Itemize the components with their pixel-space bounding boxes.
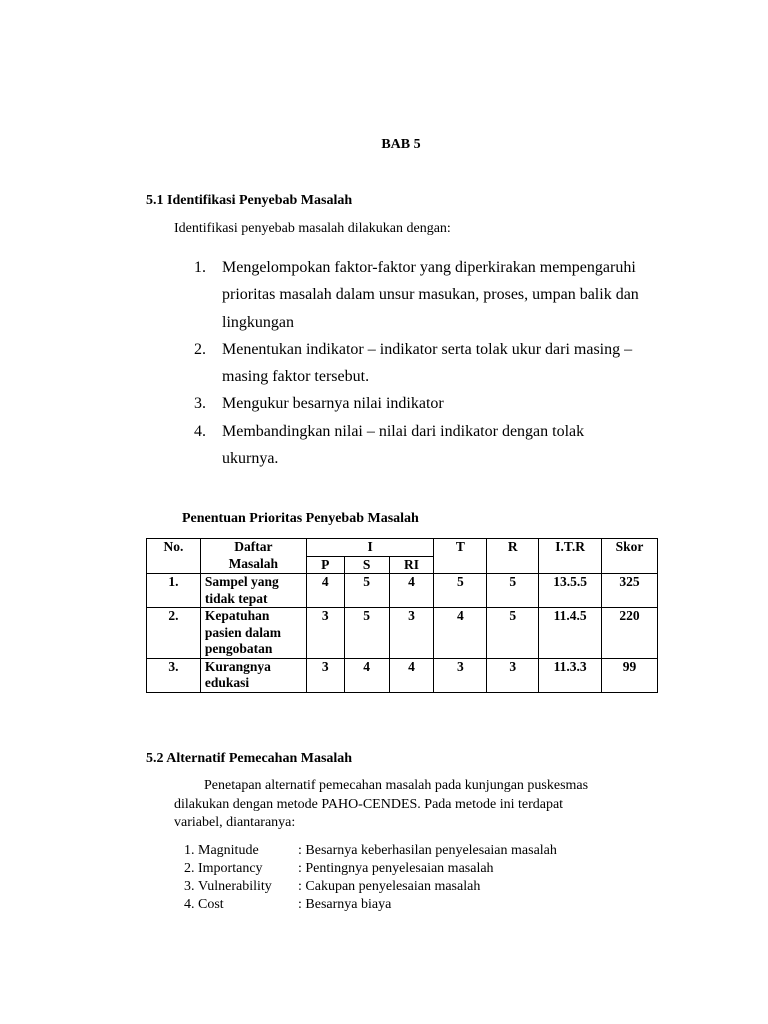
chapter-title: BAB 5 xyxy=(381,137,421,152)
table-row xyxy=(147,608,658,659)
cell-r: 5 xyxy=(487,574,539,608)
table-header-row xyxy=(147,539,658,557)
cell-t: 4 xyxy=(434,608,487,659)
variable-description: : Pentingnya penyelesaian masalah xyxy=(298,861,494,876)
cell-ri: 4 xyxy=(389,658,434,692)
cell-r: 5 xyxy=(487,608,539,659)
cell-itr: 11.4.5 xyxy=(539,608,602,659)
table-row xyxy=(147,574,658,608)
cell-s: 4 xyxy=(344,658,389,692)
variable-name: Magnitude xyxy=(198,843,259,858)
cell-masalah-line: pasien dalam xyxy=(204,624,282,640)
list-item-number: 4. xyxy=(194,422,206,440)
list-item xyxy=(186,390,686,417)
priority-table xyxy=(146,538,658,693)
list-item-line: Mengukur besarnya nilai indikator xyxy=(222,395,444,413)
list-item xyxy=(184,896,557,914)
table-row xyxy=(147,658,658,692)
header-itr: I.T.R xyxy=(539,539,602,574)
paragraph-line: dilakukan dengan metode PAHO-CENDES. Pada metode ini terdapat xyxy=(174,796,564,812)
cell-masalah xyxy=(200,658,306,692)
header-daftar-line: Masalah xyxy=(228,555,279,571)
cell-s: 5 xyxy=(344,608,389,659)
list-item-line: prioritas masalah dalam unsur masukan, proses, umpan balik dan xyxy=(222,286,639,304)
cell-masalah-line: Kepatuhan xyxy=(204,608,270,623)
cell-skor: 220 xyxy=(602,608,658,659)
list-item-number: 2. xyxy=(194,340,206,358)
header-ri: RI xyxy=(389,556,434,574)
variable-description: : Besarnya biaya xyxy=(298,897,392,912)
cell-itr: 11.3.3 xyxy=(539,658,602,692)
section-heading-5-1: 5.1 Identifikasi Penyebab Masalah xyxy=(146,193,353,208)
header-s: S xyxy=(344,556,389,574)
cell-skor: 99 xyxy=(602,658,658,692)
list-item xyxy=(186,418,686,473)
variable-number: 3. xyxy=(184,879,195,894)
header-daftar-line: Daftar xyxy=(234,539,273,554)
header-p: P xyxy=(306,556,344,574)
list-item xyxy=(184,878,557,896)
cell-no: 1. xyxy=(147,574,201,608)
cell-masalah-line: Kurangnya xyxy=(204,658,271,674)
list-item xyxy=(184,860,557,878)
cell-s: 5 xyxy=(344,574,389,608)
header-no: No. xyxy=(147,539,201,574)
cell-masalah-line: Sampel yang xyxy=(204,574,279,589)
section-heading-5-2: 5.2 Alternatif Pemecahan Masalah xyxy=(146,751,353,766)
cell-t: 3 xyxy=(434,658,487,692)
header-t: T xyxy=(434,539,487,574)
variable-name: Importancy xyxy=(198,861,263,876)
list-item-number: 3. xyxy=(194,395,206,413)
section-paragraph xyxy=(174,777,644,833)
list-item xyxy=(184,842,557,860)
cell-skor: 325 xyxy=(602,574,658,608)
variable-name: Cost xyxy=(198,897,224,912)
cell-itr: 13.5.5 xyxy=(539,574,602,608)
section-intro-text: Identifikasi penyebab masalah dilakukan dengan: xyxy=(174,221,451,236)
cell-masalah xyxy=(200,608,306,659)
variable-name: Vulnerability xyxy=(198,879,272,894)
cell-r: 3 xyxy=(487,658,539,692)
cell-no: 3. xyxy=(147,658,201,692)
cell-masalah xyxy=(200,574,306,608)
list-item-line: Membandingkan nilai – nilai dari indikator dengan tolak xyxy=(222,422,585,440)
list-item-line: ukurnya. xyxy=(222,450,279,468)
variable-number: 1. xyxy=(184,843,195,858)
list-item-number: 1. xyxy=(194,259,206,276)
cell-p: 4 xyxy=(306,574,344,608)
cell-p: 3 xyxy=(306,658,344,692)
header-r: R xyxy=(487,539,539,574)
cell-masalah-line: tidak tepat xyxy=(204,590,268,606)
list-item-line: masing faktor tersebut. xyxy=(222,368,370,386)
list-item xyxy=(186,336,686,391)
cell-p: 3 xyxy=(306,608,344,659)
table-caption: Penentuan Prioritas Penyebab Masalah xyxy=(182,511,419,526)
variable-description: : Cakupan penyelesaian masalah xyxy=(298,879,481,894)
header-daftar-masalah xyxy=(200,539,306,574)
list-item-line: Mengelompokan faktor-faktor yang diperkirakan mempengaruhi xyxy=(222,259,636,276)
header-skor: Skor xyxy=(602,539,658,574)
cell-masalah-line: edukasi xyxy=(204,675,250,690)
variable-number: 2. xyxy=(184,861,195,876)
header-i: I xyxy=(306,539,434,557)
variable-number: 4. xyxy=(184,897,195,912)
variables-list xyxy=(184,842,557,914)
paragraph-line: Penetapan alternatif pemecahan masalah pada kunjungan puskesmas xyxy=(204,778,589,793)
steps-list xyxy=(186,254,686,472)
paragraph-line: variabel, diantaranya: xyxy=(174,815,296,830)
cell-masalah-line: pengobatan xyxy=(204,641,273,656)
list-item-line: Menentukan indikator – indikator serta tolak ukur dari masing – xyxy=(222,340,633,358)
list-item-line: lingkungan xyxy=(222,313,294,331)
cell-ri: 4 xyxy=(389,574,434,608)
cell-t: 5 xyxy=(434,574,487,608)
variable-description: : Besarnya keberhasilan penyelesaian masalah xyxy=(298,843,557,858)
list-item xyxy=(186,254,686,336)
cell-no: 2. xyxy=(147,608,201,659)
cell-ri: 3 xyxy=(389,608,434,659)
